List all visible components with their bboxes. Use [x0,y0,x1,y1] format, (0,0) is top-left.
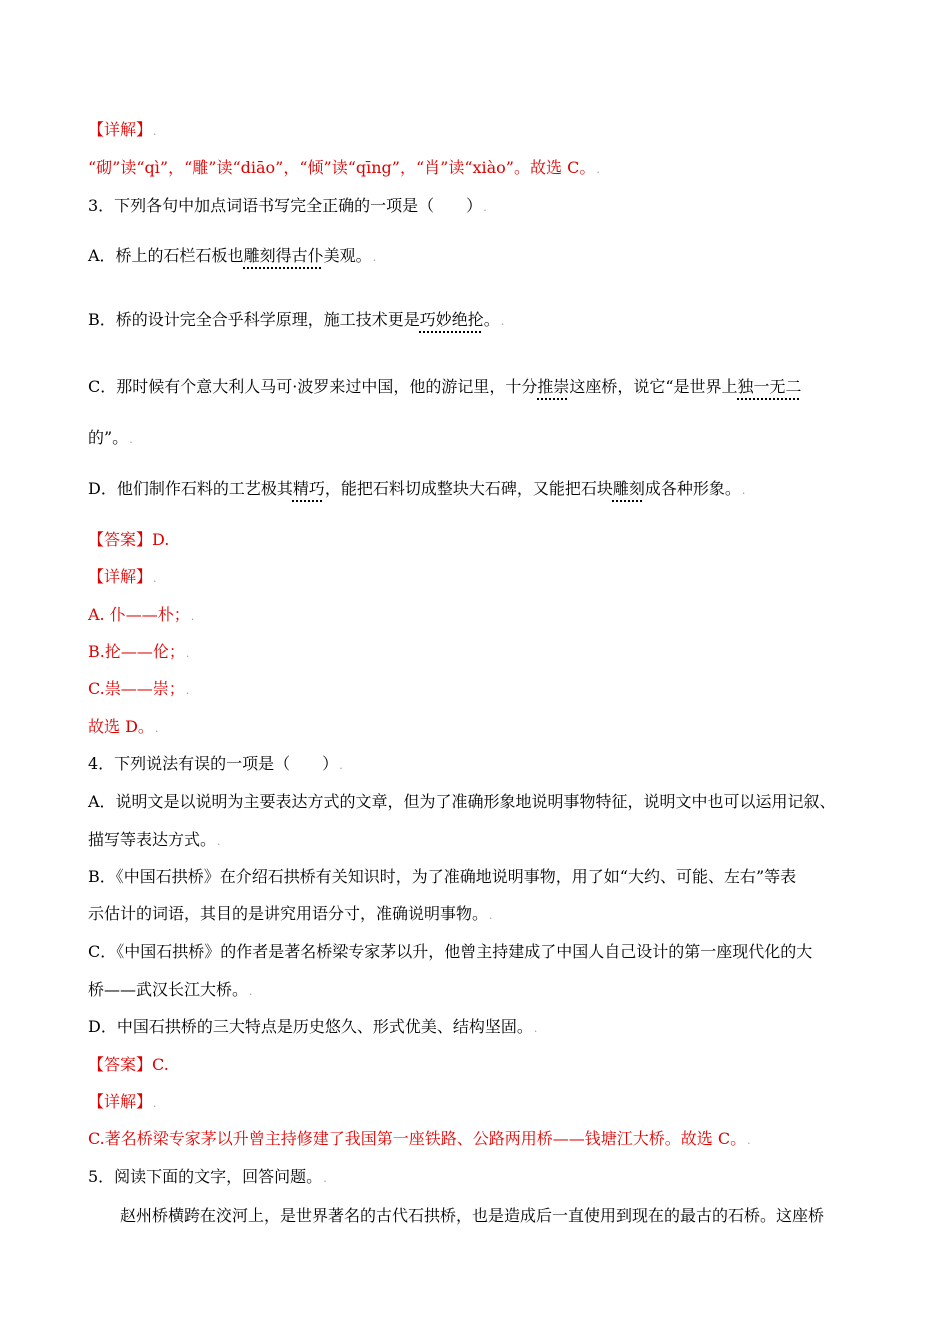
detail-line: C.祟——崇；. [88,679,190,698]
option-c-line2: 桥——武汉长江大桥。. [88,980,253,999]
detail-line: B.抡——伦；. [88,642,190,661]
option-d: D．他们制作石料的工艺极其精巧，能把石料切成整块大石碑，又能把石块雕刻成各种形象。. [88,479,746,498]
option-c-line2: 的”。. [88,428,133,447]
detail-line: A. 仆——朴；. [88,605,195,624]
question-stem: 3．下列各句中加点词语书写完全正确的一项是（ ）. [88,196,487,215]
question-stem: 5．阅读下面的文字，回答问题。. [88,1167,327,1186]
option-b-line1: B．《中国石拱桥》在介绍石拱桥有关知识时，为了准确地说明事物，用了如“大约、可能、左右”等表 [88,867,797,886]
reading-passage: 赵州桥横跨在洨河上，是世界著名的古代石拱桥，也是造成后一直使用到现在的最古的石桥。这座桥 [120,1206,825,1225]
dotted-phrase: 雕刻 [612,479,645,498]
detail-label: 【详解】. [88,567,157,586]
dotted-phrase: 独一无二 [737,377,802,396]
dotted-phrase: 精巧 [292,479,325,498]
dotted-phrase: 推崇 [537,377,570,396]
dotted-phrase: 巧妙绝抡 [419,310,484,329]
option-b: B．桥的设计完全合乎科学原理，施工技术更是巧妙绝抡。. [88,310,505,329]
option-a: A．桥上的石栏石板也雕刻得古仆美观。. [88,246,377,265]
answer: 【答案】C. [88,1055,169,1074]
option-c-line1: C．《中国石拱桥》的作者是著名桥梁专家茅以升，他曾主持建成了中国人自己设计的第一座现代化的大 [88,942,813,961]
option-c-line1: C．那时候有个意大利人马可·波罗来过中国，他的游记里，十分推崇这座桥，说它“是世界上独一无二 [88,377,802,396]
option-d: D．中国石拱桥的三大特点是历史悠久、形式优美、结构坚固。. [88,1017,538,1036]
question-stem: 4．下列说法有误的一项是（ ）. [88,754,343,773]
detail-label: 【详解】. [88,120,157,139]
option-b-line2: 示估计的词语，其目的是讲究用语分寸，准确说明事物。. [88,904,493,923]
option-a-line1: A．说明文是以说明为主要表达方式的文章，但为了准确形象地说明事物特征，说明文中也可以运用记叙、 [88,792,836,811]
option-a-line2: 描写等表达方式。. [88,830,221,849]
detail-line: 故选 D。. [88,717,159,736]
detail-text: C.著名桥梁专家茅以升曾主持修建了我国第一座铁路、公路两用桥——钱塘江大桥。故选 C。. [88,1129,751,1148]
answer: 【答案】D. [88,530,170,549]
detail-label: 【详解】. [88,1092,157,1111]
detail-text: “砌”读“qì”，“雕”读“diāo”，“倾”读“qīng”，“肖”读“xiào”。故选 C。. [88,158,600,177]
dotted-phrase: 雕刻得古仆 [243,246,324,265]
